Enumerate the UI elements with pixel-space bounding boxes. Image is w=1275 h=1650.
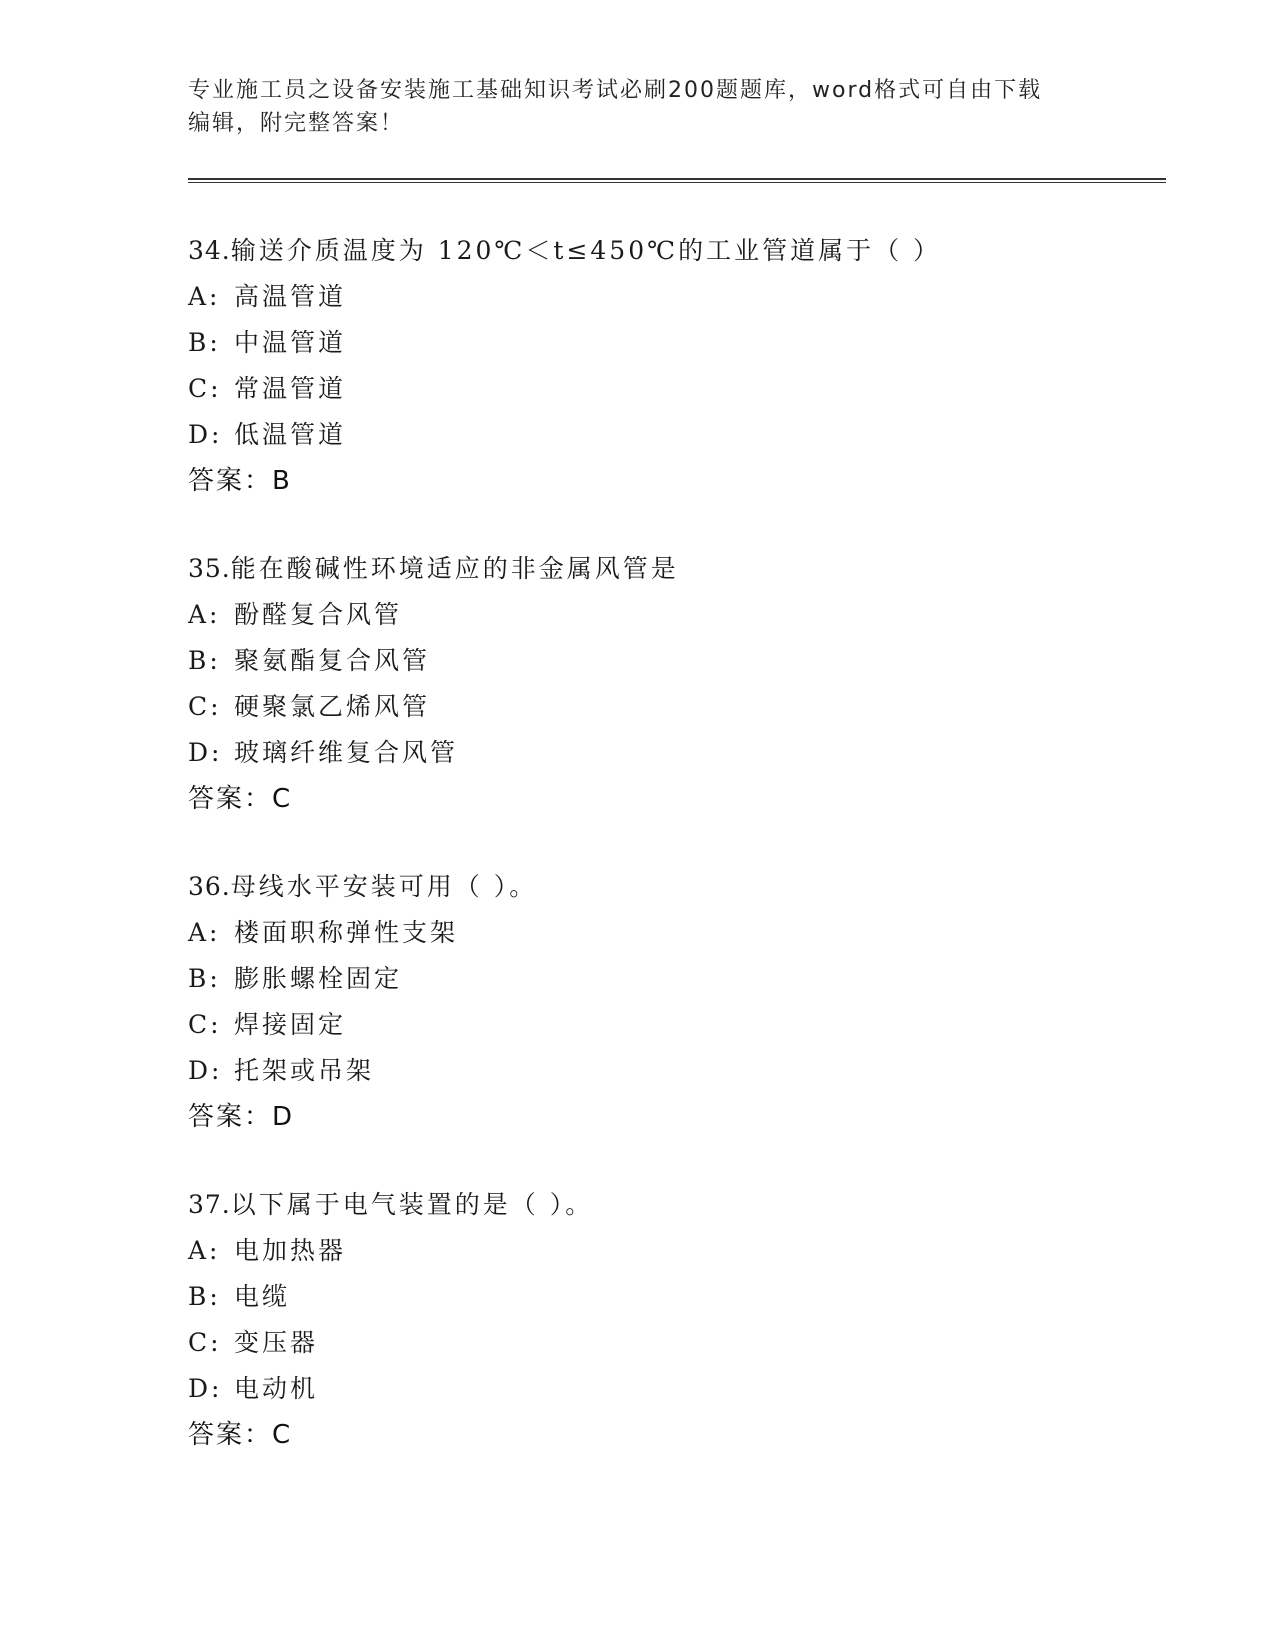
option-letter: D: [188,420,223,449]
question-35 [188,546,1148,822]
question-number: 36. [188,872,231,901]
question-text: 能在酸碱性环境适应的非金属风管是 [230,554,679,583]
question-text: 母线水平安装可用（ ）。 [230,872,538,901]
document-header [188,74,1088,140]
question-stem [188,546,1148,592]
question-36 [188,864,1148,1140]
answer-label: 答案： [188,784,273,814]
option-d [188,1048,1148,1094]
option-a [188,1228,1148,1274]
answer-value: B [272,466,292,496]
question-number: 34. [188,236,231,265]
option-letter: C: [188,374,222,403]
option-text: 变压器 [234,1328,319,1357]
option-letter: D: [188,738,223,767]
option-letter: B: [188,964,221,993]
option-text: 聚氨酯复合风管 [234,646,431,675]
option-a [188,274,1148,320]
answer-label: 答案： [188,466,273,496]
option-text: 楼面职称弹性支架 [234,918,459,947]
option-letter: A: [188,1236,221,1265]
option-text: 托架或吊架 [234,1056,375,1085]
question-34 [188,228,1148,504]
answer-line [188,1412,1148,1458]
option-text: 常温管道 [234,374,347,403]
question-text: 输送介质温度为 120℃＜t≤450℃的工业管道属于（ ） [230,236,942,265]
option-letter: B: [188,646,221,675]
option-b [188,1274,1148,1320]
option-text: 电缆 [234,1282,291,1311]
option-a [188,592,1148,638]
answer-value: C [272,784,293,814]
answer-label: 答案： [188,1102,273,1132]
option-d [188,1366,1148,1412]
option-b [188,638,1148,684]
option-text: 高温管道 [234,282,347,311]
option-letter: C: [188,1328,222,1357]
option-letter: A: [188,918,221,947]
question-number: 35. [188,554,231,583]
option-letter: B: [188,328,221,357]
option-c [188,1320,1148,1366]
option-letter: D: [188,1056,223,1085]
question-stem [188,864,1148,910]
answer-value: D [272,1102,295,1132]
header-line-1: 专业施工员之设备安装施工基础知识考试必刷200题题库，word格式可自由下载 [188,78,1043,103]
option-d [188,412,1148,458]
option-letter: B: [188,1282,221,1311]
option-text: 中温管道 [234,328,347,357]
option-c [188,684,1148,730]
option-letter: C: [188,1010,222,1039]
header-divider [188,178,1166,183]
answer-line [188,458,1148,504]
option-text: 焊接固定 [234,1010,347,1039]
option-letter: A: [188,282,221,311]
question-number: 37. [188,1190,231,1219]
option-text: 电动机 [234,1374,319,1403]
option-c [188,1002,1148,1048]
option-text: 硬聚氯乙烯风管 [234,692,431,721]
option-d [188,730,1148,776]
option-c [188,366,1148,412]
answer-line [188,776,1148,822]
option-letter: C: [188,692,222,721]
answer-line [188,1094,1148,1140]
question-37 [188,1182,1148,1458]
header-line-2: 编辑，附完整答案！ [188,111,405,136]
question-stem [188,1182,1148,1228]
option-letter: A: [188,600,221,629]
option-text: 膨胀螺栓固定 [234,964,403,993]
option-text: 酚醛复合风管 [234,600,403,629]
option-text: 低温管道 [234,420,347,449]
option-b [188,320,1148,366]
answer-value: C [272,1420,293,1450]
question-text: 以下属于电气装置的是（ ）。 [230,1190,594,1219]
option-b [188,956,1148,1002]
option-letter: D: [188,1374,223,1403]
option-text: 电加热器 [234,1236,347,1265]
option-a [188,910,1148,956]
option-text: 玻璃纤维复合风管 [234,738,459,767]
question-stem [188,228,1148,274]
answer-label: 答案： [188,1420,273,1450]
